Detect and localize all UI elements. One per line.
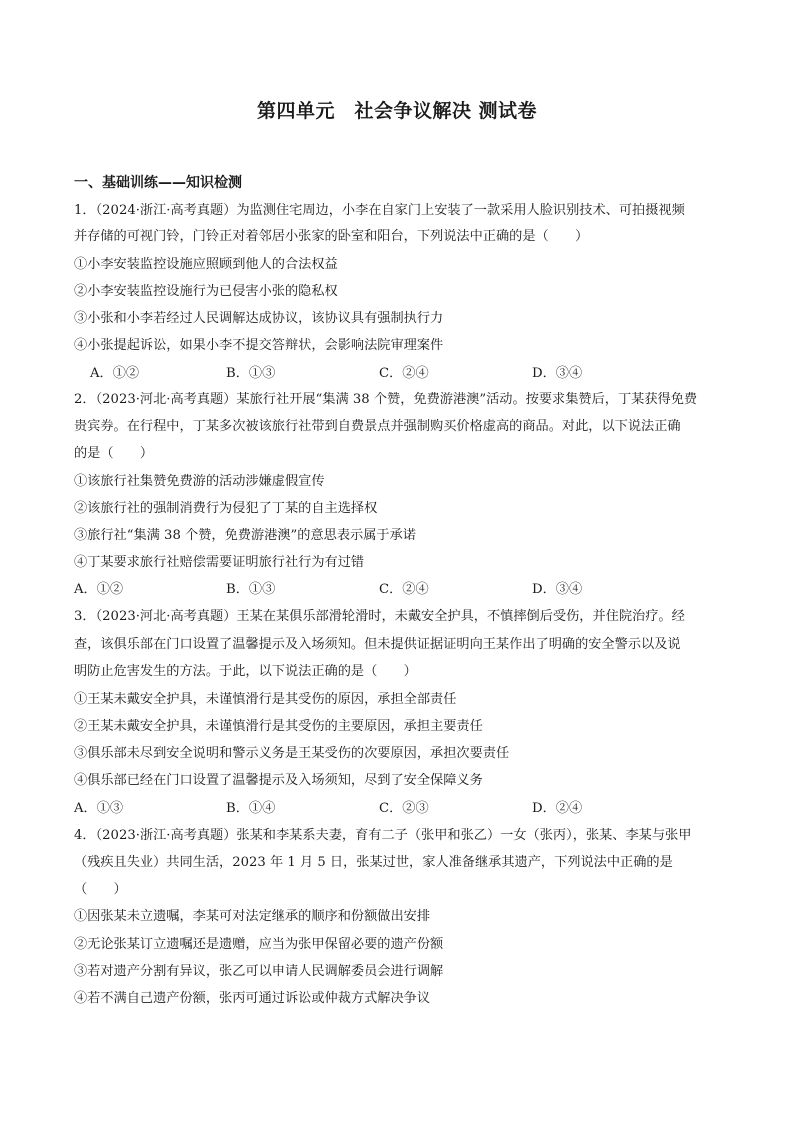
question-3-stem-line: 3．（2023·河北·高考真题）王某在某俱乐部滑轮滑时，未戴安全护具，不慎摔倒后受伤，并住院治疗。经 (74, 609, 685, 624)
question-2-stem-line: 贵宾券。在行程中，丁某多次被该旅行社带到自费景点并强制购买价格虚高的商品。对此，以下说法正确 (74, 419, 681, 434)
section-heading: 一、基础训练——知识检测 (74, 175, 242, 191)
question-2-stem-line: 2．（2023·河北·高考真题）某旅行社开展“集满 38 个赞，免费游港澳”活动。按要求集赞后，丁某获得免费 (74, 392, 698, 407)
question-3-statement: ①王某未戴安全护具，未谨慎滑行是其受伤的原因，承担全部责任 (74, 692, 457, 707)
option-b[interactable]: B．①③ (226, 366, 276, 381)
option-a[interactable]: A．①② (90, 366, 140, 381)
question-4-statement: ①因张某未立遗嘱，李某可对法定继承的顺序和份额做出安排 (74, 909, 431, 924)
question-2-statement: ③旅行社“集满 38 个赞，免费游港澳”的意思表示属于承诺 (74, 528, 416, 543)
question-3-statement: ②王某未戴安全护具，未谨慎滑行是其受伤的主要原因，承担主要责任 (74, 719, 483, 734)
option-c[interactable]: C．②④ (379, 582, 429, 597)
question-1-statement: ①小李安装监控设施应照顾到他人的合法权益 (74, 257, 338, 272)
option-a[interactable]: A．①② (74, 582, 124, 597)
option-a[interactable]: A．①③ (74, 801, 124, 816)
question-2-statement: ①该旅行社集赞免费游的活动涉嫌虚假宣传 (74, 474, 325, 489)
question-2-stem-line: 的是（ ） (74, 446, 154, 461)
question-1-statement: ④小张提起诉讼，如果小李不提交答辩状，会影响法院审理案件 (74, 338, 444, 353)
option-d[interactable]: D．②④ (532, 801, 583, 816)
option-c[interactable]: C．②④ (379, 366, 429, 381)
option-d[interactable]: D．③④ (532, 366, 583, 381)
question-3-stem-line: 查，该俱乐部在门口设置了温馨提示及入场须知。但未提供证据证明向王某作出了明确的安全警示以及说 (74, 637, 681, 652)
question-1-stem-line: 并存储的可视门铃，门铃正对着邻居小张家的卧室和阳台，下列说法中正确的是（ ） (74, 229, 589, 244)
question-3-stem-line: 明防止危害发生的方法。于此，以下说法正确的是（ ） (74, 664, 417, 679)
question-4-statement: ④若不满自己遗产份额，张丙可通过诉讼或仲裁方式解决争议 (74, 991, 431, 1006)
question-3-statement: ④俱乐部已经在门口设置了温馨提示及入场须知，尽到了安全保障义务 (74, 773, 483, 788)
question-4-statement: ③若对遗产分割有异议，张乙可以申请人民调解委员会进行调解 (74, 964, 444, 979)
question-3-statement: ③俱乐部未尽到安全说明和警示义务是王某受伤的次要原因，承担次要责任 (74, 746, 510, 761)
question-1-statement: ②小李安装监控设施行为已侵害小张的隐私权 (74, 284, 338, 299)
option-b[interactable]: B．①④ (226, 801, 276, 816)
question-4-statement: ②无论张某订立遗嘱还是遗赠，应当为张甲保留必要的遗产份额 (74, 937, 444, 952)
option-b[interactable]: B．①③ (226, 582, 276, 597)
page-title: 第四单元 社会争议解决 测试卷 (256, 100, 538, 122)
question-4-stem-line: （ ） (74, 882, 127, 897)
option-c[interactable]: C．②③ (379, 801, 429, 816)
option-d[interactable]: D．③④ (532, 582, 583, 597)
question-1-stem-line: 1．（2024·浙江·高考真题）为监测住宅周边，小李在自家门上安装了一款采用人脸识别技术、可拍摄视频 (74, 203, 685, 218)
question-2-statement: ②该旅行社的强制消费行为侵犯了丁某的自主选择权 (74, 501, 378, 516)
question-4-stem-line: （残疾且失业）共同生活，2023 年 1 月 5 日，张某过世，家人准备继承其遗产，下列说法中正确的是 (74, 855, 673, 870)
question-1-statement: ③小张和小李若经过人民调解达成协议，该协议具有强制执行力 (74, 311, 444, 326)
question-2-statement: ④丁某要求旅行社赔偿需要证明旅行社行为有过错 (74, 555, 365, 570)
question-4-stem-line: 4．（2023·浙江·高考真题）张某和李某系夫妻，育有二子（张甲和张乙）一女（张丙），张某、李某与张甲 (74, 828, 692, 843)
